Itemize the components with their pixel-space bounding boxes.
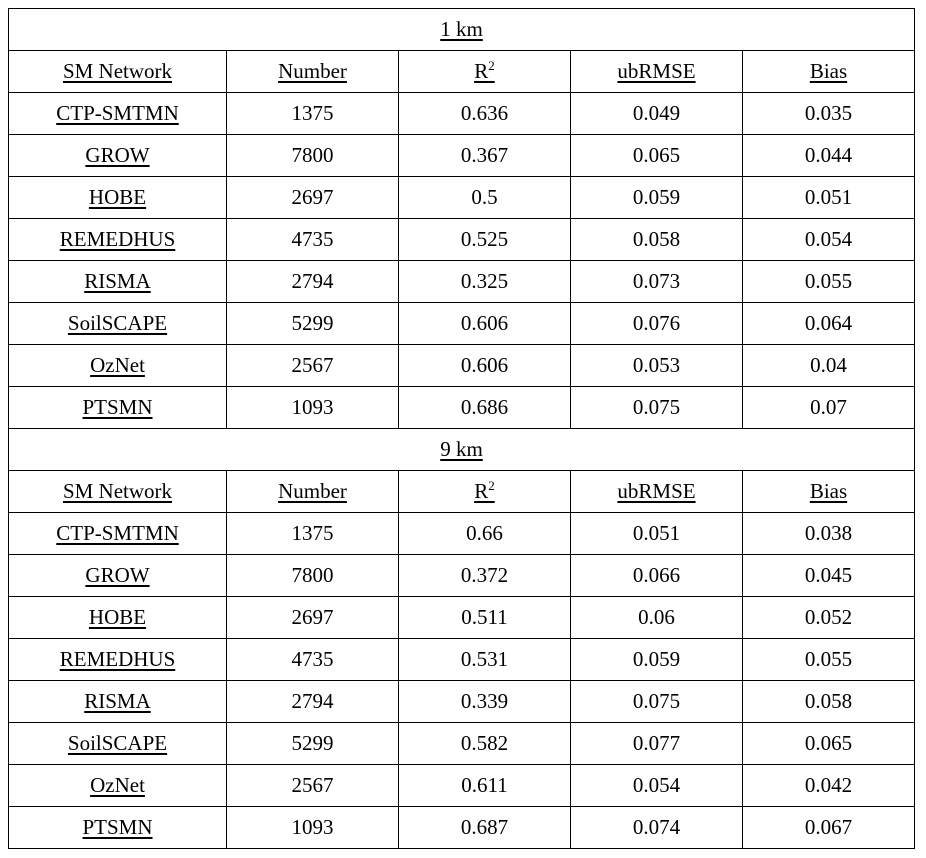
header-row <box>9 471 915 513</box>
cell-bias: 0.055 <box>743 639 915 681</box>
cell-ubrmse: 0.077 <box>571 723 743 765</box>
cell-ubrmse: 0.059 <box>571 639 743 681</box>
header-bias <box>743 471 915 513</box>
cell-ubrmse: 0.06 <box>571 597 743 639</box>
table-row <box>9 387 915 429</box>
cell-ubrmse: 0.075 <box>571 387 743 429</box>
cell-bias: 0.044 <box>743 135 915 177</box>
cell-number: 4735 <box>227 639 399 681</box>
cell-ubrmse: 0.059 <box>571 177 743 219</box>
cell-r2: 0.372 <box>399 555 571 597</box>
cell-bias: 0.064 <box>743 303 915 345</box>
header-ubrmse-text: ubRMSE <box>617 59 696 83</box>
cell-network <box>9 765 227 807</box>
network-name: RISMA <box>84 689 151 713</box>
table-row <box>9 345 915 387</box>
cell-bias: 0.045 <box>743 555 915 597</box>
section-title-row <box>9 429 915 471</box>
cell-ubrmse: 0.058 <box>571 219 743 261</box>
cell-network <box>9 555 227 597</box>
network-name: CTP-SMTMN <box>56 521 179 545</box>
cell-network <box>9 387 227 429</box>
network-name: GROW <box>85 143 150 167</box>
network-name: REMEDHUS <box>59 227 176 251</box>
cell-r2: 0.686 <box>399 387 571 429</box>
network-name: PTSMN <box>82 815 153 839</box>
cell-ubrmse: 0.076 <box>571 303 743 345</box>
cell-ubrmse: 0.049 <box>571 93 743 135</box>
header-bias-text: Bias <box>809 479 848 503</box>
cell-number: 5299 <box>227 303 399 345</box>
header-number-text: Number <box>278 479 347 503</box>
header-bias <box>743 51 915 93</box>
header-r2 <box>399 471 571 513</box>
cell-bias: 0.058 <box>743 681 915 723</box>
header-number <box>227 471 399 513</box>
table-row <box>9 303 915 345</box>
cell-r2: 0.606 <box>399 303 571 345</box>
cell-network <box>9 219 227 261</box>
table-row <box>9 807 915 849</box>
cell-bias: 0.055 <box>743 261 915 303</box>
cell-network <box>9 93 227 135</box>
cell-r2: 0.367 <box>399 135 571 177</box>
header-number <box>227 51 399 93</box>
cell-ubrmse: 0.074 <box>571 807 743 849</box>
table-row <box>9 597 915 639</box>
header-r2-superscript: 2 <box>488 478 495 493</box>
header-r2-text <box>474 59 495 83</box>
cell-bias: 0.04 <box>743 345 915 387</box>
header-bias-text: Bias <box>809 59 848 83</box>
cell-bias: 0.07 <box>743 387 915 429</box>
cell-ubrmse: 0.073 <box>571 261 743 303</box>
header-sm-network-text: SM Network <box>62 59 173 83</box>
table-row <box>9 135 915 177</box>
network-name: REMEDHUS <box>59 647 176 671</box>
header-r2 <box>399 51 571 93</box>
table-row <box>9 765 915 807</box>
cell-bias: 0.038 <box>743 513 915 555</box>
cell-bias: 0.051 <box>743 177 915 219</box>
table-row <box>9 555 915 597</box>
cell-network <box>9 681 227 723</box>
network-name: HOBE <box>88 185 147 209</box>
network-name: CTP-SMTMN <box>56 101 179 125</box>
cell-ubrmse: 0.065 <box>571 135 743 177</box>
cell-ubrmse: 0.051 <box>571 513 743 555</box>
cell-ubrmse: 0.075 <box>571 681 743 723</box>
header-sm-network-text: SM Network <box>62 479 173 503</box>
cell-network <box>9 345 227 387</box>
cell-number: 1375 <box>227 93 399 135</box>
header-ubrmse <box>571 471 743 513</box>
cell-bias: 0.042 <box>743 765 915 807</box>
cell-r2: 0.5 <box>399 177 571 219</box>
cell-r2: 0.525 <box>399 219 571 261</box>
cell-number: 2697 <box>227 177 399 219</box>
cell-number: 1093 <box>227 807 399 849</box>
cell-r2: 0.66 <box>399 513 571 555</box>
section-title-row <box>9 9 915 51</box>
cell-r2: 0.606 <box>399 345 571 387</box>
cell-number: 1375 <box>227 513 399 555</box>
table-row <box>9 723 915 765</box>
header-r2-base: R <box>474 479 489 503</box>
cell-r2: 0.611 <box>399 765 571 807</box>
cell-r2: 0.582 <box>399 723 571 765</box>
cell-r2: 0.339 <box>399 681 571 723</box>
cell-bias: 0.067 <box>743 807 915 849</box>
cell-number: 2567 <box>227 345 399 387</box>
cell-bias: 0.035 <box>743 93 915 135</box>
network-name: PTSMN <box>82 395 153 419</box>
table-row <box>9 177 915 219</box>
cell-network <box>9 135 227 177</box>
cell-r2: 0.325 <box>399 261 571 303</box>
cell-number: 1093 <box>227 387 399 429</box>
header-r2-base: R <box>474 59 489 83</box>
network-name: GROW <box>85 563 150 587</box>
cell-number: 5299 <box>227 723 399 765</box>
header-r2-text <box>474 479 495 503</box>
section-title <box>9 429 915 471</box>
table-row <box>9 513 915 555</box>
cell-network <box>9 597 227 639</box>
cell-network <box>9 261 227 303</box>
cell-network <box>9 639 227 681</box>
section-title-text: 9 km <box>440 437 483 461</box>
header-row <box>9 51 915 93</box>
cell-bias: 0.052 <box>743 597 915 639</box>
cell-network <box>9 807 227 849</box>
cell-number: 2567 <box>227 765 399 807</box>
cell-network <box>9 513 227 555</box>
cell-number: 4735 <box>227 219 399 261</box>
table-row <box>9 219 915 261</box>
cell-ubrmse: 0.054 <box>571 765 743 807</box>
table-row <box>9 93 915 135</box>
section-title <box>9 9 915 51</box>
cell-r2: 0.636 <box>399 93 571 135</box>
cell-network <box>9 723 227 765</box>
network-name: OzNet <box>90 773 145 797</box>
header-r2-superscript: 2 <box>488 58 495 73</box>
network-name: RISMA <box>84 269 151 293</box>
network-name: SoilSCAPE <box>67 731 168 755</box>
header-sm-network <box>9 471 227 513</box>
cell-network <box>9 177 227 219</box>
cell-r2: 0.531 <box>399 639 571 681</box>
network-name: OzNet <box>90 353 145 377</box>
cell-network <box>9 303 227 345</box>
table-row <box>9 639 915 681</box>
cell-number: 7800 <box>227 555 399 597</box>
results-table <box>8 8 915 849</box>
section-title-text: 1 km <box>440 17 483 41</box>
table-row <box>9 681 915 723</box>
cell-bias: 0.054 <box>743 219 915 261</box>
cell-number: 2794 <box>227 681 399 723</box>
header-sm-network <box>9 51 227 93</box>
header-number-text: Number <box>278 59 347 83</box>
cell-number: 2794 <box>227 261 399 303</box>
network-name: HOBE <box>88 605 147 629</box>
table-body <box>9 9 915 849</box>
cell-bias: 0.065 <box>743 723 915 765</box>
cell-number: 2697 <box>227 597 399 639</box>
table-row <box>9 261 915 303</box>
cell-r2: 0.511 <box>399 597 571 639</box>
network-name: SoilSCAPE <box>67 311 168 335</box>
cell-number: 7800 <box>227 135 399 177</box>
cell-ubrmse: 0.066 <box>571 555 743 597</box>
cell-r2: 0.687 <box>399 807 571 849</box>
header-ubrmse-text: ubRMSE <box>617 479 696 503</box>
header-ubrmse <box>571 51 743 93</box>
cell-ubrmse: 0.053 <box>571 345 743 387</box>
